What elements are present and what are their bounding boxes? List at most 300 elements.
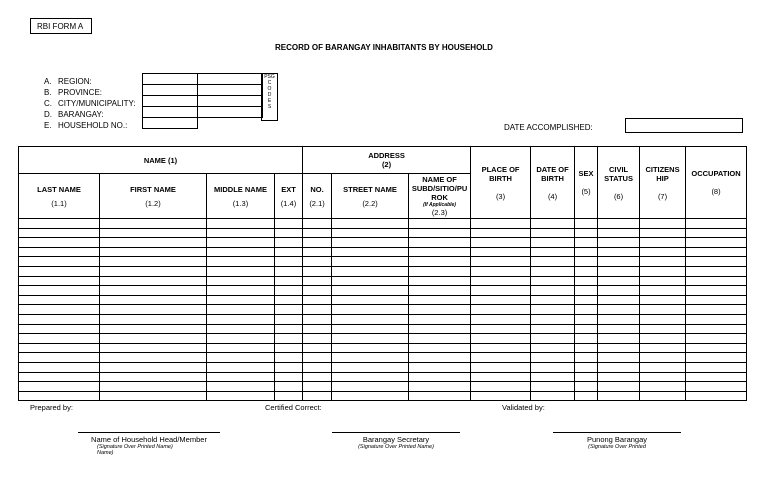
table-cell[interactable] <box>19 334 100 344</box>
table-cell[interactable] <box>409 353 471 363</box>
table-cell[interactable] <box>531 295 575 305</box>
table-cell[interactable] <box>303 257 332 267</box>
table-cell[interactable] <box>100 391 207 401</box>
table-cell[interactable] <box>598 334 640 344</box>
table-cell[interactable] <box>598 286 640 296</box>
table-cell[interactable] <box>207 362 275 372</box>
table-row <box>19 219 747 229</box>
table-cell[interactable] <box>275 353 303 363</box>
table-cell[interactable] <box>686 295 747 305</box>
form-label: RBI FORM A <box>30 18 92 34</box>
table-cell[interactable] <box>100 343 207 353</box>
table-cell[interactable] <box>275 305 303 315</box>
table-cell[interactable] <box>598 372 640 382</box>
table-cell[interactable] <box>686 257 747 267</box>
table-cell[interactable] <box>686 353 747 363</box>
table-cell[interactable] <box>303 314 332 324</box>
table-cell[interactable] <box>275 343 303 353</box>
table-cell[interactable] <box>275 295 303 305</box>
table-cell[interactable] <box>303 276 332 286</box>
table-cell[interactable] <box>575 372 598 382</box>
table-row <box>19 372 747 382</box>
table-cell[interactable] <box>640 295 686 305</box>
table-cell[interactable] <box>332 286 409 296</box>
table-cell[interactable] <box>19 295 100 305</box>
table-cell[interactable] <box>640 362 686 372</box>
table-cell[interactable] <box>275 286 303 296</box>
table-cell[interactable] <box>686 305 747 315</box>
table-cell[interactable] <box>640 228 686 238</box>
table-row <box>19 391 747 401</box>
table-cell[interactable] <box>303 238 332 248</box>
table-cell[interactable] <box>332 372 409 382</box>
table-cell[interactable] <box>409 334 471 344</box>
table-cell[interactable] <box>409 314 471 324</box>
table-cell[interactable] <box>19 266 100 276</box>
col-occupation: OCCUPATION (8) <box>686 147 747 219</box>
table-cell[interactable] <box>409 286 471 296</box>
table-cell[interactable] <box>686 334 747 344</box>
table-cell[interactable] <box>471 286 531 296</box>
table-cell[interactable] <box>575 343 598 353</box>
address-group-header: ADDRESS (2) <box>303 147 471 174</box>
table-cell[interactable] <box>640 266 686 276</box>
table-cell[interactable] <box>686 238 747 248</box>
table-cell[interactable] <box>598 276 640 286</box>
table-cell[interactable] <box>531 353 575 363</box>
signature-secretary: Barangay Secretary (Signature Over Printed Name) <box>358 435 434 450</box>
table-cell[interactable] <box>531 305 575 315</box>
table-row <box>19 382 747 392</box>
table-cell[interactable] <box>531 362 575 372</box>
table-cell[interactable] <box>303 391 332 401</box>
table-cell[interactable] <box>100 324 207 334</box>
table-cell[interactable] <box>686 228 747 238</box>
table-cell[interactable] <box>207 247 275 257</box>
table-cell[interactable] <box>275 276 303 286</box>
col-citizenship: CITIZENS HIP (7) <box>640 147 686 219</box>
table-cell[interactable] <box>531 324 575 334</box>
table-cell[interactable] <box>332 391 409 401</box>
page-title: RECORD OF BARANGAY INHABITANTS BY HOUSEHOLD <box>275 43 493 52</box>
table-cell[interactable] <box>686 343 747 353</box>
table-cell[interactable] <box>686 362 747 372</box>
table-cell[interactable] <box>100 305 207 315</box>
table-cell[interactable] <box>598 324 640 334</box>
table-cell[interactable] <box>303 247 332 257</box>
table-cell[interactable] <box>531 382 575 392</box>
table-cell[interactable] <box>332 382 409 392</box>
table-cell[interactable] <box>471 276 531 286</box>
table-cell[interactable] <box>275 228 303 238</box>
table-cell[interactable] <box>598 343 640 353</box>
table-cell[interactable] <box>531 219 575 229</box>
table-cell[interactable] <box>100 228 207 238</box>
table-cell[interactable] <box>275 219 303 229</box>
table-cell[interactable] <box>409 382 471 392</box>
table-cell[interactable] <box>332 353 409 363</box>
table-row <box>19 324 747 334</box>
table-cell[interactable] <box>100 286 207 296</box>
region-code-2[interactable] <box>198 74 263 85</box>
table-cell[interactable] <box>100 372 207 382</box>
table-cell[interactable] <box>686 219 747 229</box>
table-cell[interactable] <box>575 362 598 372</box>
table-cell[interactable] <box>575 295 598 305</box>
table-cell[interactable] <box>207 305 275 315</box>
city-code-1[interactable] <box>143 96 198 107</box>
table-cell[interactable] <box>207 257 275 267</box>
col-sex: SEX (5) <box>575 147 598 219</box>
barangay-code-2[interactable] <box>198 107 263 118</box>
table-cell[interactable] <box>303 305 332 315</box>
table-cell[interactable] <box>686 314 747 324</box>
table-cell[interactable] <box>409 324 471 334</box>
table-cell[interactable] <box>303 266 332 276</box>
table-row <box>19 362 747 372</box>
table-cell[interactable] <box>531 314 575 324</box>
table-cell[interactable] <box>303 228 332 238</box>
table-cell[interactable] <box>531 276 575 286</box>
table-cell[interactable] <box>598 391 640 401</box>
col-last-name: LAST NAME (1.1) <box>19 174 100 219</box>
table-cell[interactable] <box>275 266 303 276</box>
table-cell[interactable] <box>409 391 471 401</box>
table-cell[interactable] <box>575 276 598 286</box>
province-code-2[interactable] <box>198 85 263 96</box>
table-cell[interactable] <box>575 382 598 392</box>
table-cell[interactable] <box>471 382 531 392</box>
inhabitants-table <box>18 146 747 401</box>
table-cell[interactable] <box>598 353 640 363</box>
table-cell[interactable] <box>598 228 640 238</box>
table-cell[interactable] <box>531 238 575 248</box>
table-cell[interactable] <box>575 228 598 238</box>
table-cell[interactable] <box>19 238 100 248</box>
table-cell[interactable] <box>686 324 747 334</box>
table-row <box>19 266 747 276</box>
table-cell[interactable] <box>471 362 531 372</box>
table-cell[interactable] <box>275 257 303 267</box>
table-cell[interactable] <box>471 266 531 276</box>
table-cell[interactable] <box>686 391 747 401</box>
table-cell[interactable] <box>686 286 747 296</box>
date-accomplished-field[interactable] <box>625 118 743 133</box>
table-cell[interactable] <box>19 247 100 257</box>
table-cell[interactable] <box>640 372 686 382</box>
table-cell[interactable] <box>19 228 100 238</box>
table-cell[interactable] <box>100 266 207 276</box>
table-row <box>19 276 747 286</box>
table-cell[interactable] <box>575 286 598 296</box>
table-cell[interactable] <box>686 276 747 286</box>
table-cell[interactable] <box>19 276 100 286</box>
table-cell[interactable] <box>640 314 686 324</box>
table-row <box>19 238 747 248</box>
table-cell[interactable] <box>531 372 575 382</box>
table-cell[interactable] <box>575 257 598 267</box>
table-cell[interactable] <box>640 238 686 248</box>
table-cell[interactable] <box>303 219 332 229</box>
table-cell[interactable] <box>332 362 409 372</box>
table-cell[interactable] <box>598 382 640 392</box>
table-cell[interactable] <box>100 353 207 363</box>
table-cell[interactable] <box>409 343 471 353</box>
table-cell[interactable] <box>303 372 332 382</box>
table-cell[interactable] <box>207 228 275 238</box>
signature-line-punong-barangay[interactable] <box>553 432 681 433</box>
table-cell[interactable] <box>471 219 531 229</box>
table-cell[interactable] <box>409 276 471 286</box>
table-row <box>19 353 747 363</box>
table-cell[interactable] <box>598 295 640 305</box>
table-cell[interactable] <box>207 353 275 363</box>
table-cell[interactable] <box>471 295 531 305</box>
table-cell[interactable] <box>303 324 332 334</box>
table-cell[interactable] <box>100 362 207 372</box>
table-cell[interactable] <box>19 219 100 229</box>
table-cell[interactable] <box>303 362 332 372</box>
table-cell[interactable] <box>303 295 332 305</box>
table-row <box>19 257 747 267</box>
table-cell[interactable] <box>303 382 332 392</box>
table-row <box>19 305 747 315</box>
table-cell[interactable] <box>575 247 598 257</box>
table-cell[interactable] <box>531 228 575 238</box>
table-cell[interactable] <box>686 382 747 392</box>
prepared-by-label: Prepared by: <box>30 403 73 412</box>
table-cell[interactable] <box>19 382 100 392</box>
table-cell[interactable] <box>598 314 640 324</box>
table-cell[interactable] <box>640 219 686 229</box>
table-cell[interactable] <box>207 343 275 353</box>
table-cell[interactable] <box>275 372 303 382</box>
table-cell[interactable] <box>207 219 275 229</box>
city-code-2[interactable] <box>198 96 263 107</box>
table-cell[interactable] <box>640 257 686 267</box>
field-city: C. CITY/MUNICIPALITY: <box>44 99 136 108</box>
table-cell[interactable] <box>598 238 640 248</box>
table-cell[interactable] <box>598 362 640 372</box>
table-cell[interactable] <box>275 314 303 324</box>
table-cell[interactable] <box>640 353 686 363</box>
table-cell[interactable] <box>598 257 640 267</box>
table-cell[interactable] <box>471 314 531 324</box>
table-cell[interactable] <box>100 238 207 248</box>
table-row <box>19 286 747 296</box>
table-cell[interactable] <box>471 353 531 363</box>
table-cell[interactable] <box>471 305 531 315</box>
table-cell[interactable] <box>100 247 207 257</box>
table-cell[interactable] <box>686 266 747 276</box>
table-cell[interactable] <box>409 295 471 305</box>
col-subd-sitio-purok: NAME OF SUBD/SITIO/PU ROK (If Applicable) (2.3) <box>409 174 471 219</box>
table-cell[interactable] <box>303 353 332 363</box>
signature-line-secretary[interactable] <box>332 432 460 433</box>
table-cell[interactable] <box>598 219 640 229</box>
table-cell[interactable] <box>471 343 531 353</box>
date-accomplished-label: DATE ACCOMPLISHED: <box>504 123 593 132</box>
table-cell[interactable] <box>640 391 686 401</box>
table-cell[interactable] <box>640 343 686 353</box>
region-code-1[interactable] <box>143 74 198 85</box>
table-row <box>19 343 747 353</box>
table-cell[interactable] <box>207 314 275 324</box>
col-no: NO. (2.1) <box>303 174 332 219</box>
table-cell[interactable] <box>19 324 100 334</box>
table-cell[interactable] <box>275 382 303 392</box>
table-row <box>19 247 747 257</box>
table-cell[interactable] <box>640 286 686 296</box>
table-cell[interactable] <box>207 286 275 296</box>
col-ext: EXT (1.4) <box>275 174 303 219</box>
table-cell[interactable] <box>640 334 686 344</box>
table-cell[interactable] <box>207 238 275 248</box>
table-cell[interactable] <box>207 391 275 401</box>
table-cell[interactable] <box>409 247 471 257</box>
table-cell[interactable] <box>409 228 471 238</box>
table-row <box>19 228 747 238</box>
table-cell[interactable] <box>598 305 640 315</box>
table-cell[interactable] <box>19 286 100 296</box>
table-cell[interactable] <box>409 305 471 315</box>
table-cell[interactable] <box>19 257 100 267</box>
table-cell[interactable] <box>100 295 207 305</box>
table-cell[interactable] <box>575 391 598 401</box>
table-cell[interactable] <box>409 238 471 248</box>
household-no-box[interactable] <box>143 118 198 129</box>
table-row <box>19 314 747 324</box>
table-cell[interactable] <box>100 314 207 324</box>
table-cell[interactable] <box>303 343 332 353</box>
table-cell[interactable] <box>19 362 100 372</box>
table-cell[interactable] <box>275 238 303 248</box>
table-cell[interactable] <box>598 266 640 276</box>
table-cell[interactable] <box>207 295 275 305</box>
table-cell[interactable] <box>332 238 409 248</box>
table-cell[interactable] <box>207 276 275 286</box>
table-cell[interactable] <box>640 382 686 392</box>
table-cell[interactable] <box>332 314 409 324</box>
table-cell[interactable] <box>19 314 100 324</box>
signature-punong-barangay: Punong Barangay (Signature Over Printed <box>586 435 648 450</box>
table-cell[interactable] <box>575 324 598 334</box>
table-cell[interactable] <box>640 305 686 315</box>
table-cell[interactable] <box>575 266 598 276</box>
table-cell[interactable] <box>531 391 575 401</box>
name-group-header: NAME (1) <box>19 147 303 174</box>
table-cell[interactable] <box>100 219 207 229</box>
table-cell[interactable] <box>100 334 207 344</box>
table-cell[interactable] <box>471 257 531 267</box>
table-cell[interactable] <box>575 219 598 229</box>
table-cell[interactable] <box>332 334 409 344</box>
table-cell[interactable] <box>409 257 471 267</box>
table-cell[interactable] <box>207 382 275 392</box>
table-cell[interactable] <box>686 372 747 382</box>
col-place-of-birth: PLACE OF BIRTH (3) <box>471 147 531 219</box>
table-cell[interactable] <box>575 334 598 344</box>
field-household-no: E. HOUSEHOLD NO.: <box>44 121 128 130</box>
table-cell[interactable] <box>207 266 275 276</box>
table-cell[interactable] <box>332 247 409 257</box>
table-cell[interactable] <box>409 362 471 372</box>
barangay-code-1[interactable] <box>143 107 198 118</box>
table-cell[interactable] <box>575 353 598 363</box>
table-cell[interactable] <box>575 238 598 248</box>
table-cell[interactable] <box>275 334 303 344</box>
table-cell[interactable] <box>275 324 303 334</box>
province-code-1[interactable] <box>143 85 198 96</box>
table-cell[interactable] <box>100 257 207 267</box>
table-cell[interactable] <box>640 247 686 257</box>
table-cell[interactable] <box>19 353 100 363</box>
certified-correct-label: Certified Correct: <box>265 403 322 412</box>
table-cell[interactable] <box>575 305 598 315</box>
table-cell[interactable] <box>471 324 531 334</box>
table-cell[interactable] <box>332 305 409 315</box>
signature-line-household-head[interactable] <box>78 432 220 433</box>
table-cell[interactable] <box>19 305 100 315</box>
table-cell[interactable] <box>598 247 640 257</box>
validated-by-label: Validated by: <box>502 403 545 412</box>
table-cell[interactable] <box>531 286 575 296</box>
table-cell[interactable] <box>332 343 409 353</box>
table-cell[interactable] <box>207 324 275 334</box>
table-cell[interactable] <box>640 324 686 334</box>
table-cell[interactable] <box>531 266 575 276</box>
table-cell[interactable] <box>332 266 409 276</box>
table-cell[interactable] <box>303 286 332 296</box>
table-cell[interactable] <box>332 276 409 286</box>
table-cell[interactable] <box>471 391 531 401</box>
table-cell[interactable] <box>332 257 409 267</box>
code-entry-grid <box>142 73 263 129</box>
table-cell[interactable] <box>19 372 100 382</box>
table-cell[interactable] <box>275 391 303 401</box>
table-cell[interactable] <box>531 334 575 344</box>
table-cell[interactable] <box>19 391 100 401</box>
table-cell[interactable] <box>471 238 531 248</box>
table-cell[interactable] <box>471 372 531 382</box>
table-cell[interactable] <box>640 276 686 286</box>
table-cell[interactable] <box>686 247 747 257</box>
table-cell[interactable] <box>471 228 531 238</box>
table-cell[interactable] <box>275 362 303 372</box>
table-cell[interactable] <box>531 343 575 353</box>
table-cell[interactable] <box>332 324 409 334</box>
table-cell[interactable] <box>332 219 409 229</box>
table-cell[interactable] <box>531 257 575 267</box>
table-cell[interactable] <box>100 276 207 286</box>
table-cell[interactable] <box>575 314 598 324</box>
table-cell[interactable] <box>409 266 471 276</box>
table-cell[interactable] <box>471 334 531 344</box>
table-cell[interactable] <box>207 334 275 344</box>
table-cell[interactable] <box>471 247 531 257</box>
table-cell[interactable] <box>409 219 471 229</box>
table-cell[interactable] <box>275 247 303 257</box>
table-cell[interactable] <box>332 228 409 238</box>
table-cell[interactable] <box>207 372 275 382</box>
col-first-name: FIRST NAME (1.2) <box>100 174 207 219</box>
table-cell[interactable] <box>19 343 100 353</box>
table-cell[interactable] <box>409 372 471 382</box>
table-cell[interactable] <box>100 382 207 392</box>
table-cell[interactable] <box>303 334 332 344</box>
table-cell[interactable] <box>332 295 409 305</box>
table-cell[interactable] <box>531 247 575 257</box>
